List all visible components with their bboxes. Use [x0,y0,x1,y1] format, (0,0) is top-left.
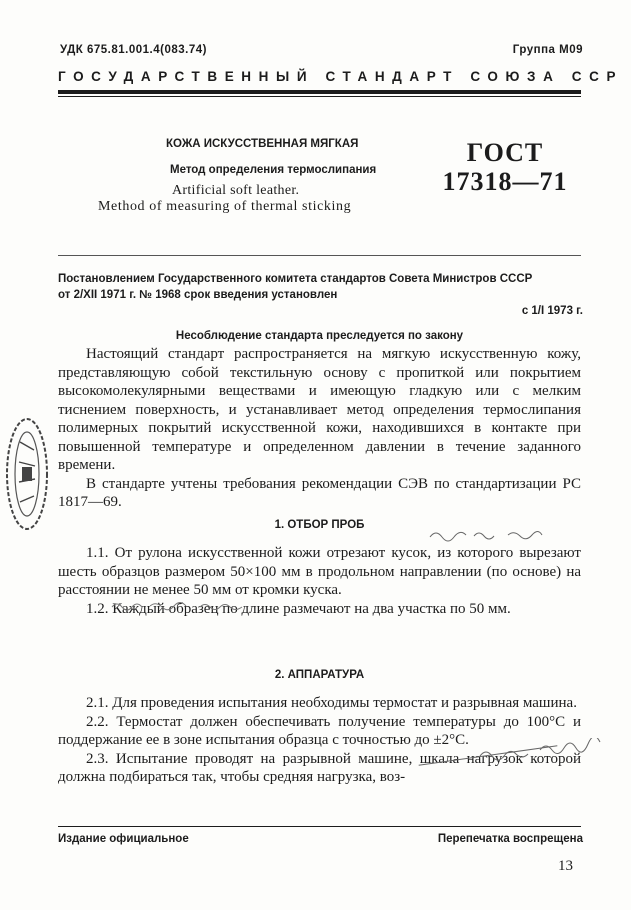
library-stamp [2,412,52,537]
clause-1-2: 1.2. Каждый образец по длине размечают на два участка по 50 мм. [86,600,511,617]
title-divider [58,255,581,256]
handwritten-note-1 [428,527,548,543]
clause-1-1: 1.1. От рулона искусственной кожи отрезают кусок, из которого вырезают шесть образцов размером 50×100 мм в продольном направлении (по основе) на расстоянии не менее 50 мм от кромки куска. [58,545,581,598]
section-2-heading: 2. АППАРАТУРА [274,669,365,681]
title-ru: КОЖА ИСКУССТВЕННАЯ МЯГКАЯ [166,138,359,150]
effective-date: с 1/I 1973 г. [521,305,583,317]
intro-text [58,345,581,512]
udk-code: УДК 675.81.001.4(083.74) [60,44,207,56]
group-code: Группа М09 [512,44,583,56]
title-en: Artificial soft leather. [172,183,300,198]
subtitle-en: Method of measuring of thermal sticking [98,199,352,214]
law-notice: Несоблюдение стандарта преследуется по закону [175,330,464,342]
edition-note: Издание официальное [58,833,189,845]
handwritten-note-2 [110,599,260,613]
subtitle-ru: Метод определения термослипания [170,164,377,176]
decree-line-2: от 2/XII 1971 г. № 1968 срок введения установлен [58,289,338,301]
footer-rule [58,826,581,827]
page-number: 13 [558,858,573,874]
reprint-note: Перепечатка воспрещена [437,833,583,845]
intro-paragraph-2: В стандарте учтены требования рекомендации СЭВ по стандартизации РС 1817—69. [58,475,581,510]
section-1-heading: 1. ОТБОР ПРОБ [274,519,365,531]
gost-number: 17318—71 [442,167,568,196]
clause-2-1: 2.1. Для проведения испытания необходимы термостат и разрывная машина. [86,695,577,711]
clause-2-3: 2.3. Испытание проводят на разрывной машине, шкала нагрузок которой должна подбираться так, чтобы средняя нагрузка, воз- [58,750,581,785]
header-rule-thick [58,90,581,94]
state-standard-banner: ГОСУДАРСТВЕННЫЙ СТАНДАРТ СОЮЗА ССР [58,69,624,84]
intro-paragraph-1: Настоящий стандарт распространяется на мягкую искусственную кожу, представляющую собой текстильную основу с пропиткой или покрытием высокомолекулярными веществами и имеющую гладкую или с мелким тиснением поверхность, и устанавливает метод определения термослипания полимерных покрытий искусственной кожи, находившихся в контакте при повышенной температуре и определенном давлении в течение заданного времени. [58,346,581,473]
decree-line-1: Постановлением Государственного комитета стандартов Совета Министров СССР [58,273,533,285]
clause-2-2: 2.2. Термостат должен обеспечивать получение температуры до 100°С и поддержание ее в зоне испытания образца с точностью до ±2°С. [58,713,581,748]
header-rule-thin [58,96,581,97]
gost-label: ГОСТ [466,138,544,167]
